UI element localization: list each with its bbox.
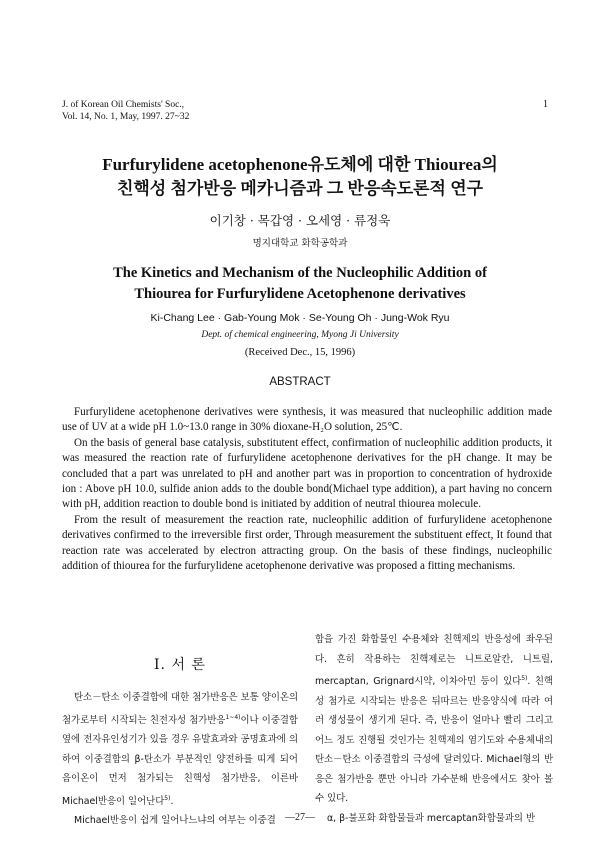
left-column: [62, 688, 298, 831]
korean-title: [0, 153, 600, 201]
citation-1-4: 1~4): [225, 713, 241, 721]
right-p1-text-a: 합을 가진 화합물인 수용체와 친핵제의 반응성에 좌우된다. 흔히 작용하는 친핵제로는 니트로알칸, 니트릴, mercaptan, Grignard시약, 이차아민 등이 있다: [315, 634, 553, 688]
left-p1-text-a: 탄소－탄소 이중결합에 대한 첨가반응은 보통 양이온의 첨가로부터 시작되는 친전자성 첨가반응: [62, 692, 298, 726]
english-title-line-1: The Kinetics and Mechanism of the Nucleophilic Addition of: [113, 265, 487, 281]
left-p1-text-b: 이나 이중결합 옆에 전자유인성기가 있을 경우 유발효과와 공명효과에 의하여 이중결합의 β-탄소가 부분적인 양전하를 띠게 되어 음이온이 먼저 첨가되는 친핵성 첨가반응, 이른바 Michael반응이 일어난다: [62, 714, 298, 807]
korean-title-line-2: 친핵성 첨가반응 메카니즘과 그 반응속도론적 연구: [116, 179, 484, 198]
page-number: 1: [543, 99, 548, 110]
abstract-paragraph-3: From the result of measurement the reaction rate, nucleophilic addition of furfurylidene acetophenone derivatives confirmed to the irreversible first order, Through measurement the substituent effect, It found that reaction rate was accelerated by electron attracting group. On the basis of these findings, nucleophilic addition of thiourea for the furfurylidene acetophenone derivative was proposed a fitting mechanisms.: [62, 513, 552, 573]
page-footer: —27—: [285, 812, 315, 823]
english-title-line-2: Thiourea for Furfurylidene Acetophenone derivatives: [134, 286, 466, 302]
section-heading: [62, 654, 298, 674]
korean-authors: 이기창 · 목갑영 · 오세영 · 류정욱: [209, 213, 391, 228]
korean-affiliation: 명지대학교 화학공학과: [252, 238, 348, 249]
left-paragraph-1: [62, 688, 298, 811]
right-p1-text-b: . 친핵성 첨가로 시작되는 반응은 뒤따르는 반응양식에 따라 여러 생성물이 생기게 된다. 즉, 반응이 얼마나 빨리 그리고 어느 정도 진행될 것인가는 친핵제의 염기도와 수용체내의 탄소－탄소 이중결합의 극성에 달려있다. Michael형의 반응은 첨가반응 뿐만 아니라 가수분해 반응에서도 찾아 볼 수 있다.: [315, 676, 553, 805]
abstract-paragraph-2: On the basis of general base catalysis, substitutent effect, confirmation of nucleophilic addition products, it was measured the reaction rate of furfurylidene acetophenone derivatives for the pH change. It may be concluded that a part was unrelated to pH and another part was in proportion to concentration of hydroxide ion : Above pH 10.0, sulfide anion adds to the double bond(Michael type addition), a part having no concern with pH, addition reaction to double bond is initiated by addition of neutral thiourea molecule.: [62, 436, 552, 511]
right-paragraph-1: [315, 630, 553, 809]
journal-citation: [62, 99, 189, 123]
abstract-paragraph-1: Furfurylidene acetophenone derivatives were synthesis, it was measured that nucleophilic addition made use of UV at a wide pH 1.0~13.0 range in 30% dioxane-H₂O solution, 25℃.: [62, 406, 552, 434]
english-title: [0, 263, 600, 305]
korean-title-line-1: Furfurylidene acetophenone유도체에 대한 Thiourea의: [102, 155, 498, 174]
journal-line-2: Vol. 14, No. 1, May, 1997. 27~32: [62, 112, 190, 122]
right-paragraph-2: α, β-불포화 화합물들과 mercaptan화합물과의 반: [327, 812, 535, 824]
section-heading-text: Ⅰ. 서 론: [154, 657, 206, 673]
citation-5-right: 5): [521, 675, 528, 682]
english-affiliation: Dept. of chemical engineering, Myong Ji University: [201, 330, 399, 340]
abstract-body: [62, 405, 552, 574]
left-paragraph-2: Michael반응이 쉽게 일어나느냐의 여부는 이중결: [74, 815, 276, 827]
citation-5: 5): [164, 794, 171, 802]
english-authors: Ki-Chang Lee · Gab-Young Mok · Se-Young Oh · Jung-Wok Ryu: [150, 312, 450, 324]
journal-line-1: J. of Korean Oil Chemists' Soc.,: [62, 100, 185, 110]
abstract-heading: ABSTRACT: [269, 376, 331, 388]
received-date: (Received Dec., 15, 1996): [244, 347, 356, 358]
left-p1-text-c: .: [170, 795, 174, 807]
right-column: [315, 630, 553, 828]
